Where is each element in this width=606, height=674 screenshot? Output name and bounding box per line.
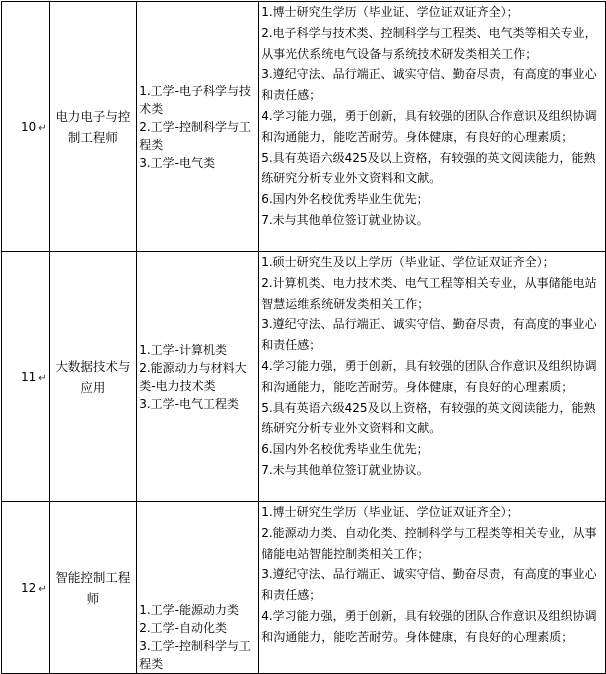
- requirement-item: 7.未与其他单位签订就业协议。: [261, 212, 429, 227]
- requirements-list: [259, 252, 606, 502]
- requirement-item: 1.博士研究生学历（毕业证、学位证双证齐全）；: [261, 505, 519, 519]
- requirement-item: 3.遵纪守法、品行端正、诚实守信、勤奋尽责，有高度的事业心和责任感；: [261, 67, 597, 103]
- job-table: [1, 1, 606, 674]
- major-item: 2.工学-自动化类: [139, 621, 228, 635]
- requirement-item: 4.学习能力强，勇于创新，具有较强的团队合作意识及组织协调和沟通能力，能吃苦耐劳。身体健康，有良好的心理素质；: [261, 358, 597, 394]
- major-item: 3.工学-电气类: [139, 155, 216, 170]
- major-item: 1.工学-电子科学与技术类: [139, 83, 252, 116]
- requirement-item: 3.遵纪守法、品行端正、诚实守信、勤奋尽责，有高度的事业心和责任感；: [261, 317, 597, 353]
- major-list: [137, 502, 259, 674]
- major-list: [137, 2, 259, 252]
- major-item: 2.能源动力与材料大类-电力技术类: [139, 360, 247, 393]
- requirement-item: 4.学习能力强，勇于创新，具有较强的团队合作意识及组织协调和沟通能力，能吃苦耐劳。身体健康，有良好的心理素质；: [261, 608, 597, 644]
- requirement-item: 1.博士研究生学历（毕业证、学位证双证齐全）；: [261, 5, 519, 19]
- requirement-item: 5.具有英语六级425及以上资格，有较强的英文阅读能力，能熟练研究分析专业外文资料和文献。: [261, 400, 596, 436]
- requirement-item: 5.具有英语六级425及以上资格，有较强的英文阅读能力，能熟练研究分析专业外文资料和文献。: [261, 150, 596, 186]
- row-number: 11 ↵: [2, 252, 50, 502]
- major-item: 3.工学-电气工程类: [139, 396, 240, 411]
- major-item: 1.工学-计算机类: [139, 342, 228, 357]
- position-name: 大数据技术与应用: [49, 252, 137, 502]
- requirement-item: 1.硕士研究生及以上学历（毕业证、学位证双证齐全）；: [261, 255, 555, 269]
- requirement-item: 6.国内外名校优秀毕业生优先；: [261, 442, 429, 457]
- major-item: 1.工学-能源动力类: [139, 603, 240, 617]
- requirement-item: 4.学习能力强，勇于创新，具有较强的团队合作意识及组织协调和沟通能力，能吃苦耐劳。身体健康，有良好的心理素质；: [261, 108, 597, 144]
- major-list: [137, 252, 259, 502]
- table-row: [2, 252, 606, 502]
- requirement-item: 7.未与其他单位签订就业协议。: [261, 462, 429, 477]
- position-name: 电力电子与控制工程师: [49, 2, 137, 252]
- major-item: 2.工学-控制科学与工程类: [139, 119, 252, 152]
- requirement-item: 2.能源动力类、自动化类、控制科学与工程类等相关专业，从事储能电站智能控制类相关工作；: [261, 525, 597, 561]
- requirements-list: [259, 502, 606, 674]
- row-number: 12 ↵: [2, 502, 50, 674]
- requirements-list: [259, 2, 606, 252]
- table-row: [2, 502, 606, 674]
- row-number: 10 ↵: [2, 2, 50, 252]
- major-item: 3.工学-控制科学与工程类: [139, 639, 252, 671]
- requirement-item: 2.计算机类、电力技术类、电气工程等相关专业，从事储能电站智慧运维系统研发类相关工作；: [261, 275, 597, 311]
- requirement-item: 3.遵纪守法、品行端正、诚实守信、勤奋尽责，有高度的事业心和责任感；: [261, 567, 597, 603]
- position-name: 智能控制工程师: [49, 502, 137, 674]
- requirement-item: 6.国内外名校优秀毕业生优先；: [261, 192, 429, 207]
- table-row: [2, 2, 606, 252]
- requirement-item: 2.电子科学与技术类、控制科学与工程类、电气类等相关专业，从事光伏系统电气设备与系统技术研发类相关工作；: [261, 25, 597, 61]
